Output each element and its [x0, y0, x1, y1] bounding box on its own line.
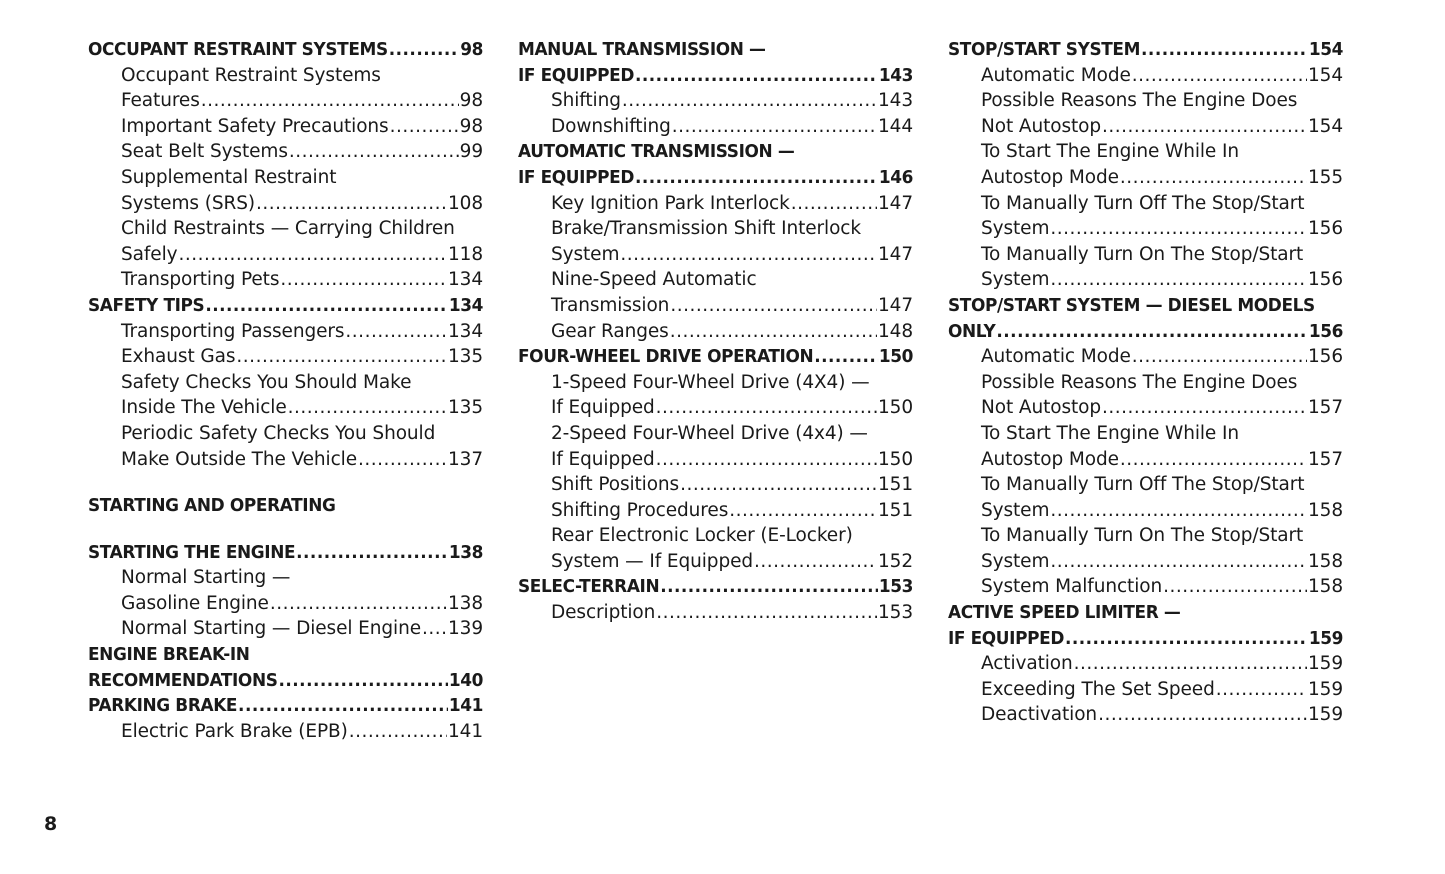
dot-leader: [256, 191, 447, 217]
toc-page-number: 150: [877, 397, 913, 419]
toc-heading[interactable]: [948, 37, 1343, 63]
toc-entry: [88, 421, 483, 447]
toc-heading: [948, 600, 1343, 626]
dot-leader: [1120, 447, 1307, 473]
toc-page-number: 153: [878, 576, 914, 598]
dot-leader: [1120, 165, 1307, 191]
toc-entry-title: Exhaust Gas: [121, 346, 236, 368]
toc-page-number: 144: [877, 115, 913, 137]
toc-entry[interactable]: [948, 677, 1343, 703]
toc-entry-title: Not Autostop: [981, 115, 1101, 137]
toc-entry-title: ENGINE BREAK-IN: [88, 644, 250, 666]
toc-entry-title: IF EQUIPPED: [948, 627, 1065, 649]
toc-entry-title: Gasoline Engine: [121, 592, 269, 614]
dot-leader: [754, 549, 877, 575]
toc-page-number: 141: [447, 720, 483, 742]
toc-entry-title: Possible Reasons The Engine Does: [981, 371, 1298, 393]
toc-entry[interactable]: [88, 139, 483, 165]
toc-entry-title: System: [981, 550, 1050, 572]
toc-entry-title: To Start The Engine While In: [981, 422, 1239, 444]
dot-leader: [996, 319, 1308, 345]
dot-leader: [1050, 216, 1307, 242]
toc-entry[interactable]: [518, 498, 913, 524]
toc-entry[interactable]: [88, 447, 483, 473]
dot-leader: [201, 88, 459, 114]
toc-page-number: 138: [448, 541, 484, 563]
toc-entry[interactable]: [948, 574, 1343, 600]
toc-entry[interactable]: [88, 88, 483, 114]
toc-page-number: 156: [1307, 346, 1343, 368]
toc-entry-title: Occupant Restraint Systems: [121, 64, 381, 86]
toc-entry[interactable]: [518, 191, 913, 217]
toc-entry[interactable]: [88, 242, 483, 268]
toc-entry-title: Automatic Mode: [981, 346, 1131, 368]
toc-entry: [88, 165, 483, 191]
toc-entry-title: Key Ignition Park Interlock: [551, 192, 790, 214]
toc-page-number: 158: [1307, 499, 1343, 521]
toc-page-number: 159: [1308, 627, 1344, 649]
toc-entry-title: Make Outside The Vehicle: [121, 448, 357, 470]
dot-leader: [672, 114, 877, 140]
toc-entry-title: ACTIVE SPEED LIMITER —: [948, 602, 1181, 624]
toc-heading[interactable]: [518, 165, 913, 191]
toc-page-number: 157: [1307, 448, 1343, 470]
dot-leader: [1132, 344, 1307, 370]
toc-entry-title: Supplemental Restraint: [121, 166, 337, 188]
toc-page-number: 139: [447, 618, 483, 640]
toc-entry-title: If Equipped: [551, 448, 655, 470]
toc-page-number: 156: [1307, 218, 1343, 240]
dot-leader: [620, 242, 877, 268]
dot-leader: [389, 37, 460, 63]
dot-leader: [296, 540, 448, 566]
toc-entry-title: System Malfunction: [981, 576, 1163, 598]
toc-heading[interactable]: [88, 668, 483, 694]
toc-entry-title: Shift Positions: [551, 474, 680, 496]
dot-leader: [358, 447, 447, 473]
toc-entry-title: MANUAL TRANSMISSION —: [518, 39, 766, 60]
toc-entry: [948, 370, 1343, 396]
toc-entry[interactable]: [518, 472, 913, 498]
toc-page-number: 153: [877, 602, 913, 624]
toc-entry[interactable]: [948, 344, 1343, 370]
dot-leader: [1141, 37, 1308, 63]
toc-heading: [88, 642, 483, 668]
toc-entry-title: Normal Starting —: [121, 567, 291, 589]
dot-leader: [1065, 626, 1308, 652]
toc-entry: [88, 370, 483, 396]
dot-leader: [1050, 498, 1307, 524]
toc-page-number: 152: [877, 550, 913, 572]
toc-entry-title: Important Safety Precautions: [121, 115, 389, 137]
toc-entry[interactable]: [88, 344, 483, 370]
toc-entry[interactable]: [88, 267, 483, 293]
toc-entry-title: FOUR-WHEEL DRIVE OPERATION: [518, 346, 814, 368]
toc-entry-title: RECOMMENDATIONS: [88, 669, 278, 691]
toc-entry[interactable]: [948, 267, 1343, 293]
toc-page-number: 154: [1307, 115, 1343, 137]
toc-page-number: 108: [447, 192, 483, 214]
dot-leader: [635, 63, 878, 89]
toc-entry[interactable]: [88, 719, 483, 745]
toc-entry[interactable]: [518, 600, 913, 626]
toc-entry-title: Transporting Passengers: [121, 320, 345, 342]
toc-entry[interactable]: [948, 114, 1343, 140]
dot-leader: [280, 267, 447, 293]
dot-leader: [1163, 574, 1307, 600]
dot-leader: [390, 114, 459, 140]
toc-entry[interactable]: [88, 319, 483, 345]
dot-leader: [1102, 114, 1307, 140]
toc-entry-title: 1-Speed Four-Wheel Drive (4X4) —: [551, 371, 870, 393]
dot-leader: [680, 472, 877, 498]
toc-page-number: 148: [877, 320, 913, 342]
dot-leader: [236, 344, 447, 370]
toc-page-number: 98: [459, 115, 483, 137]
toc-page-number: 134: [447, 269, 483, 291]
toc-heading[interactable]: [948, 319, 1343, 345]
toc-entry-title: To Manually Turn On The Stop/Start: [981, 243, 1304, 265]
toc-entry-title: Description: [551, 602, 656, 624]
toc-entry[interactable]: [518, 447, 913, 473]
toc-entry-title: Safety Checks You Should Make: [121, 371, 412, 393]
toc-entry-title: Seat Belt Systems: [121, 141, 288, 163]
toc-page-number: 159: [1307, 704, 1343, 726]
dot-leader: [349, 719, 447, 745]
dot-leader: [288, 395, 447, 421]
toc-page-number: 157: [1307, 397, 1343, 419]
toc-entry: [518, 523, 913, 549]
toc-entry[interactable]: [518, 88, 913, 114]
toc-heading[interactable]: [518, 63, 913, 89]
toc-page-number: 158: [1307, 550, 1343, 572]
toc-entry: [948, 88, 1343, 114]
toc-entry[interactable]: [948, 651, 1343, 677]
toc-page-number: 143: [878, 64, 914, 86]
dot-leader: [178, 242, 447, 268]
toc-entry-title: System: [981, 218, 1050, 240]
toc-page-number: 150: [877, 448, 913, 470]
toc-entry-title: Normal Starting — Diesel Engine: [121, 618, 421, 640]
toc-entry-title: Downshifting: [551, 115, 671, 137]
toc-entry-title: AUTOMATIC TRANSMISSION —: [518, 141, 795, 163]
toc-entry: [518, 267, 913, 293]
toc-heading[interactable]: [948, 626, 1343, 652]
toc-column-1: [88, 37, 483, 744]
toc-entry: [88, 63, 483, 89]
toc-entry[interactable]: [88, 191, 483, 217]
toc-page-number: 156: [1308, 320, 1344, 342]
toc-page-number: 146: [878, 166, 914, 188]
toc-entry-title: If Equipped: [551, 397, 655, 419]
toc-page-number: 147: [877, 192, 913, 214]
toc-page-number: 98: [460, 39, 484, 60]
toc-entry: [948, 139, 1343, 165]
toc-entry-title: Automatic Mode: [981, 64, 1131, 86]
toc-page-number: 159: [1307, 653, 1343, 675]
toc-entry-title: System: [981, 499, 1050, 521]
toc-entry-title: System: [981, 269, 1050, 291]
toc-heading[interactable]: [518, 574, 913, 600]
toc-entry: [518, 421, 913, 447]
toc-entry[interactable]: [948, 447, 1343, 473]
toc-entry-title: Activation: [981, 653, 1073, 675]
toc-page-number: 98: [459, 90, 483, 112]
toc-page-number: 154: [1308, 39, 1344, 60]
toc-heading: [948, 293, 1343, 319]
toc-entry[interactable]: [518, 395, 913, 421]
toc-page-number: 134: [447, 320, 483, 342]
toc-entry-title: Shifting Procedures: [551, 499, 729, 521]
toc-entry-title: To Manually Turn On The Stop/Start: [981, 525, 1304, 547]
toc-page-number: 158: [1307, 576, 1343, 598]
toc-entry: [948, 472, 1343, 498]
toc-entry[interactable]: [948, 395, 1343, 421]
dot-leader: [635, 165, 878, 191]
toc-page-number: 143: [877, 90, 913, 112]
toc-page-number: 155: [1307, 166, 1343, 188]
toc-entry-title: OCCUPANT RESTRAINT SYSTEMS: [88, 39, 388, 60]
toc-entry: [518, 370, 913, 396]
toc-entry[interactable]: [88, 114, 483, 140]
toc-entry-title: STOP/START SYSTEM: [948, 39, 1141, 60]
dot-leader: [289, 139, 459, 165]
dot-leader: [670, 319, 877, 345]
toc-page-number: 151: [877, 474, 913, 496]
toc-entry-title: To Manually Turn Off The Stop/Start: [981, 192, 1305, 214]
toc-page-number: 137: [447, 448, 483, 470]
toc-page-number: 99: [459, 141, 483, 163]
toc-entry-title: System: [551, 243, 620, 265]
toc-page-number: 147: [877, 294, 913, 316]
toc-page-number: 147: [877, 243, 913, 265]
toc-entry-title: To Start The Engine While In: [981, 141, 1239, 163]
toc-entry-title: Periodic Safety Checks You Should: [121, 422, 436, 444]
toc-entry-title: Autostop Mode: [981, 166, 1119, 188]
toc-entry-title: Gear Ranges: [551, 320, 669, 342]
toc-entry[interactable]: [948, 63, 1343, 89]
toc-entry[interactable]: [948, 702, 1343, 728]
dot-leader: [278, 668, 447, 694]
toc-entry-title: Autostop Mode: [981, 448, 1119, 470]
dot-leader: [656, 600, 877, 626]
dot-leader: [1074, 651, 1307, 677]
dot-leader: [660, 574, 878, 600]
toc-entry-title: Electric Park Brake (EPB): [121, 720, 348, 742]
toc-entry-title: SELEC-TERRAIN: [518, 576, 660, 598]
toc-page-number: 150: [878, 346, 914, 368]
toc-page-number: 141: [448, 695, 484, 717]
toc-heading[interactable]: [88, 37, 483, 63]
toc-entry: [948, 191, 1343, 217]
toc-page-number: 135: [447, 346, 483, 368]
toc-page-number: 140: [448, 669, 484, 691]
toc-entry-title: STARTING THE ENGINE: [88, 541, 296, 563]
dot-leader: [205, 293, 448, 319]
dot-leader: [670, 293, 877, 319]
dot-leader: [238, 693, 448, 719]
dot-leader: [1102, 395, 1307, 421]
toc-entry-title: Features: [121, 90, 200, 112]
toc-entry: [88, 565, 483, 591]
toc-entry[interactable]: [518, 242, 913, 268]
toc-entry-title: Systems (SRS): [121, 192, 255, 214]
dot-leader: [1132, 63, 1307, 89]
toc-page-number: 156: [1307, 269, 1343, 291]
toc-entry-title: Not Autostop: [981, 397, 1101, 419]
toc-heading: [518, 139, 913, 165]
toc-entry[interactable]: [518, 114, 913, 140]
toc-entry-title: STOP/START SYSTEM — DIESEL MODELS: [948, 294, 1315, 316]
dot-leader: [1050, 267, 1307, 293]
toc-entry-title: System — If Equipped: [551, 550, 754, 572]
dot-leader: [1216, 677, 1307, 703]
toc-page-number: 151: [877, 499, 913, 521]
toc-heading[interactable]: [88, 693, 483, 719]
toc-entry-title: Rear Electronic Locker (E-Locker): [551, 525, 853, 547]
toc-entry[interactable]: [948, 498, 1343, 524]
dot-leader: [270, 591, 447, 617]
dot-leader: [656, 447, 877, 473]
toc-page-number: 159: [1307, 678, 1343, 700]
toc-heading[interactable]: [88, 293, 483, 319]
toc-entry-title: SAFETY TIPS: [88, 294, 205, 316]
toc-entry-title: To Manually Turn Off The Stop/Start: [981, 474, 1305, 496]
toc-column-2: [518, 37, 913, 626]
toc-entry: [948, 421, 1343, 447]
toc-heading: [88, 493, 483, 519]
toc-entry[interactable]: [518, 293, 913, 319]
dot-leader: [1050, 549, 1307, 575]
toc-entry-title: Shifting: [551, 90, 621, 112]
toc-entry: [518, 216, 913, 242]
toc-entry-title: IF EQUIPPED: [518, 64, 635, 86]
dot-leader: [729, 498, 877, 524]
toc-entry[interactable]: [948, 165, 1343, 191]
toc-heading[interactable]: [518, 344, 913, 370]
toc-column-3: [948, 37, 1343, 728]
toc-page-number: 138: [447, 592, 483, 614]
toc-page-number: 134: [448, 294, 484, 316]
toc-entry-title: Exceeding The Set Speed: [981, 678, 1215, 700]
dot-leader: [791, 191, 877, 217]
toc-entry-title: ONLY: [948, 320, 996, 342]
toc-entry[interactable]: [948, 549, 1343, 575]
toc-entry-title: Child Restraints — Carrying Children: [121, 218, 455, 240]
toc-heading[interactable]: [88, 540, 483, 566]
toc-entry-title: 2-Speed Four-Wheel Drive (4x4) —: [551, 422, 868, 444]
toc-entry[interactable]: [948, 216, 1343, 242]
toc-entry-title: Safely: [121, 243, 178, 265]
toc-entry-title: Transmission: [551, 294, 670, 316]
toc-entry: [88, 216, 483, 242]
toc-entry[interactable]: [88, 591, 483, 617]
toc-entry-title: Nine-Speed Automatic: [551, 269, 757, 291]
toc-entry-title: Inside The Vehicle: [121, 397, 287, 419]
toc-entry-title: Possible Reasons The Engine Does: [981, 90, 1298, 112]
toc-entry[interactable]: [518, 549, 913, 575]
dot-leader: [814, 344, 878, 370]
toc-entry[interactable]: [518, 319, 913, 345]
toc-page-number: 154: [1307, 64, 1343, 86]
dot-leader: [345, 319, 447, 345]
toc-page-number: 135: [447, 397, 483, 419]
dot-leader: [622, 88, 877, 114]
dot-leader: [656, 395, 877, 421]
toc-entry-title: Transporting Pets: [121, 269, 280, 291]
toc-entry-title: IF EQUIPPED: [518, 166, 635, 188]
toc-entry-title: STARTING AND OPERATING: [88, 495, 336, 517]
dot-leader: [1098, 702, 1307, 728]
page-number: 8: [44, 813, 58, 835]
toc-page-number: 118: [447, 243, 483, 265]
toc-entry[interactable]: [88, 616, 483, 642]
toc-entry[interactable]: [88, 395, 483, 421]
dot-leader: [422, 616, 447, 642]
toc-entry: [948, 523, 1343, 549]
toc-entry-title: Deactivation: [981, 704, 1098, 726]
toc-entry-title: Brake/Transmission Shift Interlock: [551, 218, 861, 240]
toc-entry-title: PARKING BRAKE: [88, 695, 238, 717]
toc-entry: [948, 242, 1343, 268]
toc-heading: [518, 37, 913, 63]
